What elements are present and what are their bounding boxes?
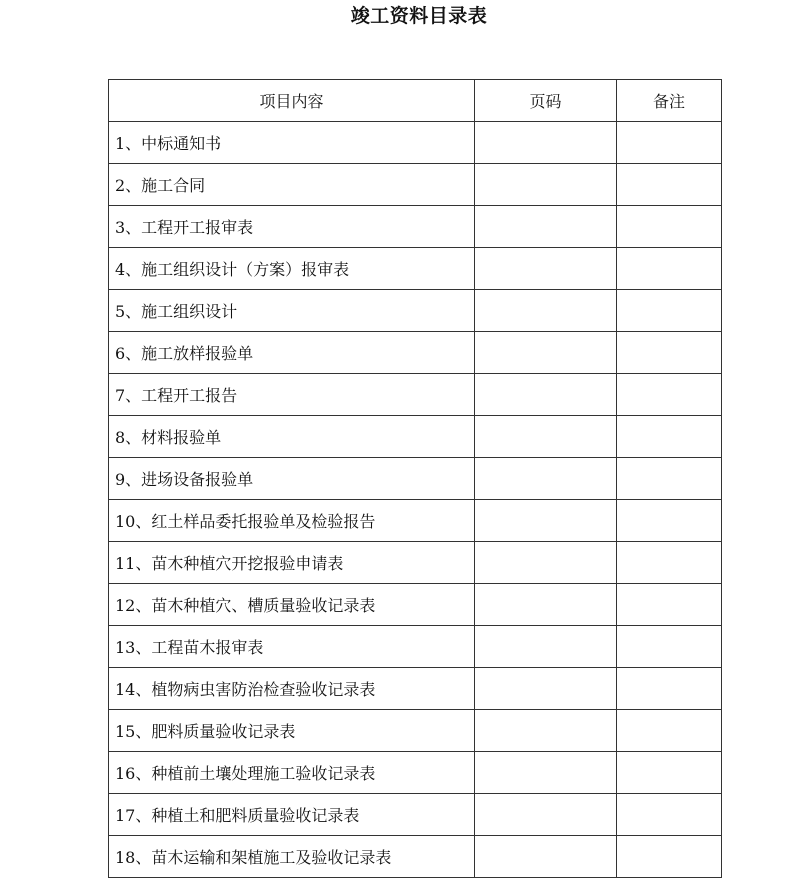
table-row	[109, 500, 722, 542]
row-item-cell: 3、工程开工报审表	[109, 206, 475, 248]
table-row	[109, 332, 722, 374]
row-page-cell	[475, 584, 617, 626]
header-item-content: 项目内容	[109, 80, 475, 122]
row-item-cell: 16、种植前土壤处理施工验收记录表	[109, 752, 475, 794]
row-item-cell: 7、工程开工报告	[109, 374, 475, 416]
row-item-cell: 9、进场设备报验单	[109, 458, 475, 500]
row-item-cell: 10、红土样品委托报验单及检验报告	[109, 500, 475, 542]
row-page-cell	[475, 668, 617, 710]
row-note-cell	[617, 206, 722, 248]
row-page-cell	[475, 248, 617, 290]
table-row	[109, 206, 722, 248]
page-title: 竣工资料目录表	[350, 5, 488, 27]
row-page-cell	[475, 164, 617, 206]
table-row	[109, 626, 722, 668]
table-row	[109, 752, 722, 794]
row-note-cell	[617, 668, 722, 710]
table-row	[109, 290, 722, 332]
row-item-cell: 11、苗木种植穴开挖报验申请表	[109, 542, 475, 584]
row-note-cell	[617, 374, 722, 416]
table-row	[109, 374, 722, 416]
row-item-cell: 8、材料报验单	[109, 416, 475, 458]
table-row	[109, 668, 722, 710]
row-item-cell: 2、施工合同	[109, 164, 475, 206]
row-note-cell	[617, 836, 722, 878]
row-note-cell	[617, 500, 722, 542]
row-item-cell: 13、工程苗木报审表	[109, 626, 475, 668]
table-row	[109, 542, 722, 584]
row-note-cell	[617, 626, 722, 668]
row-note-cell	[617, 290, 722, 332]
row-note-cell	[617, 248, 722, 290]
row-page-cell	[475, 458, 617, 500]
row-item-cell: 1、中标通知书	[109, 122, 475, 164]
row-item-cell: 4、施工组织设计（方案）报审表	[109, 248, 475, 290]
row-note-cell	[617, 458, 722, 500]
row-item-cell: 17、种植土和肥料质量验收记录表	[109, 794, 475, 836]
row-item-cell: 15、肥料质量验收记录表	[109, 710, 475, 752]
row-item-cell: 12、苗木种植穴、槽质量验收记录表	[109, 584, 475, 626]
row-page-cell	[475, 710, 617, 752]
header-page-number: 页码	[475, 80, 617, 122]
row-note-cell	[617, 542, 722, 584]
row-note-cell	[617, 584, 722, 626]
table-row	[109, 164, 722, 206]
table-row	[109, 458, 722, 500]
table-row	[109, 794, 722, 836]
row-page-cell	[475, 836, 617, 878]
row-item-cell: 6、施工放样报验单	[109, 332, 475, 374]
table-row	[109, 248, 722, 290]
row-page-cell	[475, 542, 617, 584]
table-row	[109, 584, 722, 626]
row-page-cell	[475, 374, 617, 416]
row-note-cell	[617, 416, 722, 458]
table-row	[109, 836, 722, 878]
row-note-cell	[617, 794, 722, 836]
row-item-cell: 5、施工组织设计	[109, 290, 475, 332]
table-row	[109, 416, 722, 458]
row-page-cell	[475, 206, 617, 248]
row-page-cell	[475, 122, 617, 164]
table-row	[109, 710, 722, 752]
row-page-cell	[475, 626, 617, 668]
row-note-cell	[617, 710, 722, 752]
catalog-table	[108, 79, 722, 878]
row-page-cell	[475, 794, 617, 836]
row-item-cell: 18、苗木运输和架植施工及验收记录表	[109, 836, 475, 878]
row-page-cell	[475, 500, 617, 542]
row-note-cell	[617, 164, 722, 206]
row-note-cell	[617, 752, 722, 794]
row-page-cell	[475, 752, 617, 794]
table-header-row	[109, 80, 722, 122]
header-remarks: 备注	[617, 80, 722, 122]
row-page-cell	[475, 332, 617, 374]
row-note-cell	[617, 122, 722, 164]
row-page-cell	[475, 290, 617, 332]
row-page-cell	[475, 416, 617, 458]
row-note-cell	[617, 332, 722, 374]
row-item-cell: 14、植物病虫害防治检查验收记录表	[109, 668, 475, 710]
table-row	[109, 122, 722, 164]
